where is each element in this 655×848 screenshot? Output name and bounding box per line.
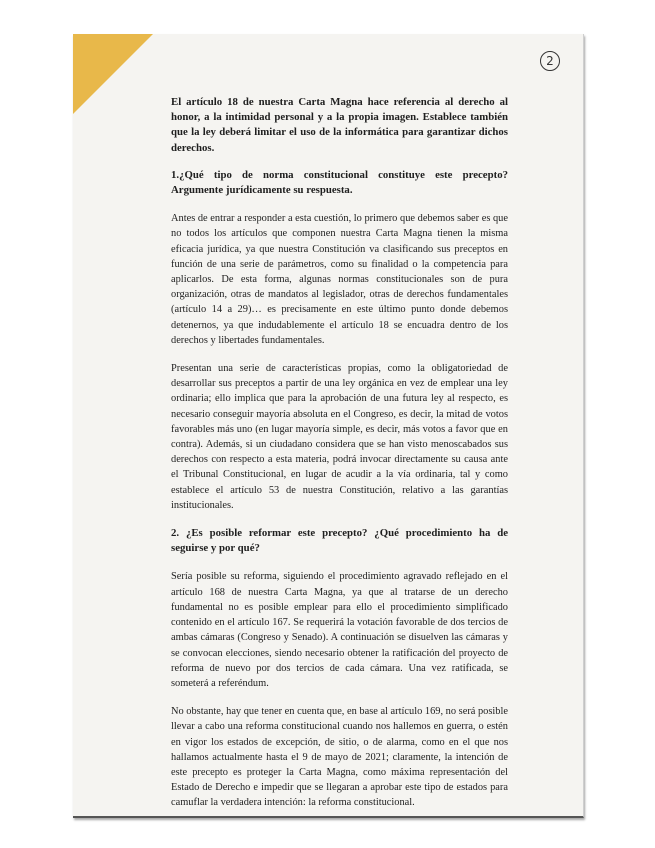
document-body — [171, 95, 508, 824]
question-2-title: 2. ¿Es posible reformar este precepto? ¿Qué procedimiento ha de seguirse y por qué? — [171, 527, 508, 555]
page-number: 2 — [540, 51, 560, 71]
question-1-paragraph-2: Presentan una serie de características propias, como la obligatoriedad de desarrollar sus preceptos a partir de una ley orgánica en vez de emplear una ley ordinaria; ello implica que para la aprobación de una futura ley al respecto, es necesario conseguir mayoría absoluta en el Congreso, es decir, la mitad de votos favorables más uno (en lugar mayoría simple, es decir, más votos a favor que en contra). Además, si un ciudadano considera que se han visto menoscabados sus derechos con respecto a esta materia, podrá invocar directamente su causa ante el Tribunal Constitucional, en lugar de acudir a la vía ordinaria, tal y como establece el artículo 53 de nuestra Constitución, relativo a las garantías institucionales. — [171, 363, 508, 511]
question-2-paragraph-2: No obstante, hay que tener en cuenta que, en base al artículo 169, no será posible llevar a cabo una reforma constitucional cuando nos hallemos en guerra, o estén en vigor los estados de excepción, de sitio, o de alarma, como en el que nos hallamos actualmente hasta el 9 de mayo de 2021; claramente, la intención de este precepto es proteger la Carta Magna, como máxima representación del Estado de Derecho e impedir que se llegaran a aprobar este tipo de estados para camuflar la verdadera intención: la reforma constitucional. — [171, 706, 509, 809]
question-1-title: 1.¿Qué tipo de norma constitucional constituye este precepto? Argumente jurídicamente su respuesta. — [171, 168, 508, 197]
scanned-page — [73, 34, 584, 818]
intro-statement: El artículo 18 de nuestra Carta Magna hace referencia al derecho al honor, a la intimidad personal y a la propia imagen. Establece también que la ley deberá limitar el uso de la informática para garantizar dichos derechos. — [171, 96, 508, 154]
corner-tab — [73, 34, 153, 114]
question-1-paragraph-1: Antes de entrar a responder a esta cuestión, lo primero que debemos saber es que no todos los artículos que componen nuestra Carta Magna tienen la misma eficacia jurídica, ya que nuestra Constitución va clasificando sus preceptos en función de una serie de parámetros, como su finalidad o la competencia para aplicarlos. De esta forma, algunas normas constitucionales son de pura organización, otras de mandatos al legislador, otras de derechos fundamentales (artículo 14 a 29)… es precisamente en este último punto donde debemos detenernos, ya que indudablemente el artículo 18 se encuadra dentro de los derechos y libertades fundamentales. — [171, 213, 508, 346]
question-2-paragraph-1: Sería posible su reforma, siguiendo el procedimiento agravado reflejado en el artículo 168 de nuestra Carta Magna, ya que al tratarse de un derecho fundamental no es posible emplear para ello el procedimiento simplificado contenido en el artículo 167. Se requerirá la votación favorable de dos tercios de ambas cámaras (Congreso y Senado). A continuación se disuelven las cámaras y se convocan elecciones, siendo necesario obtener la ratificación del proyecto de reforma de nuevo por dos tercios de cada cámara. Una vez ratificada, se someterá a referéndum. — [171, 571, 508, 689]
